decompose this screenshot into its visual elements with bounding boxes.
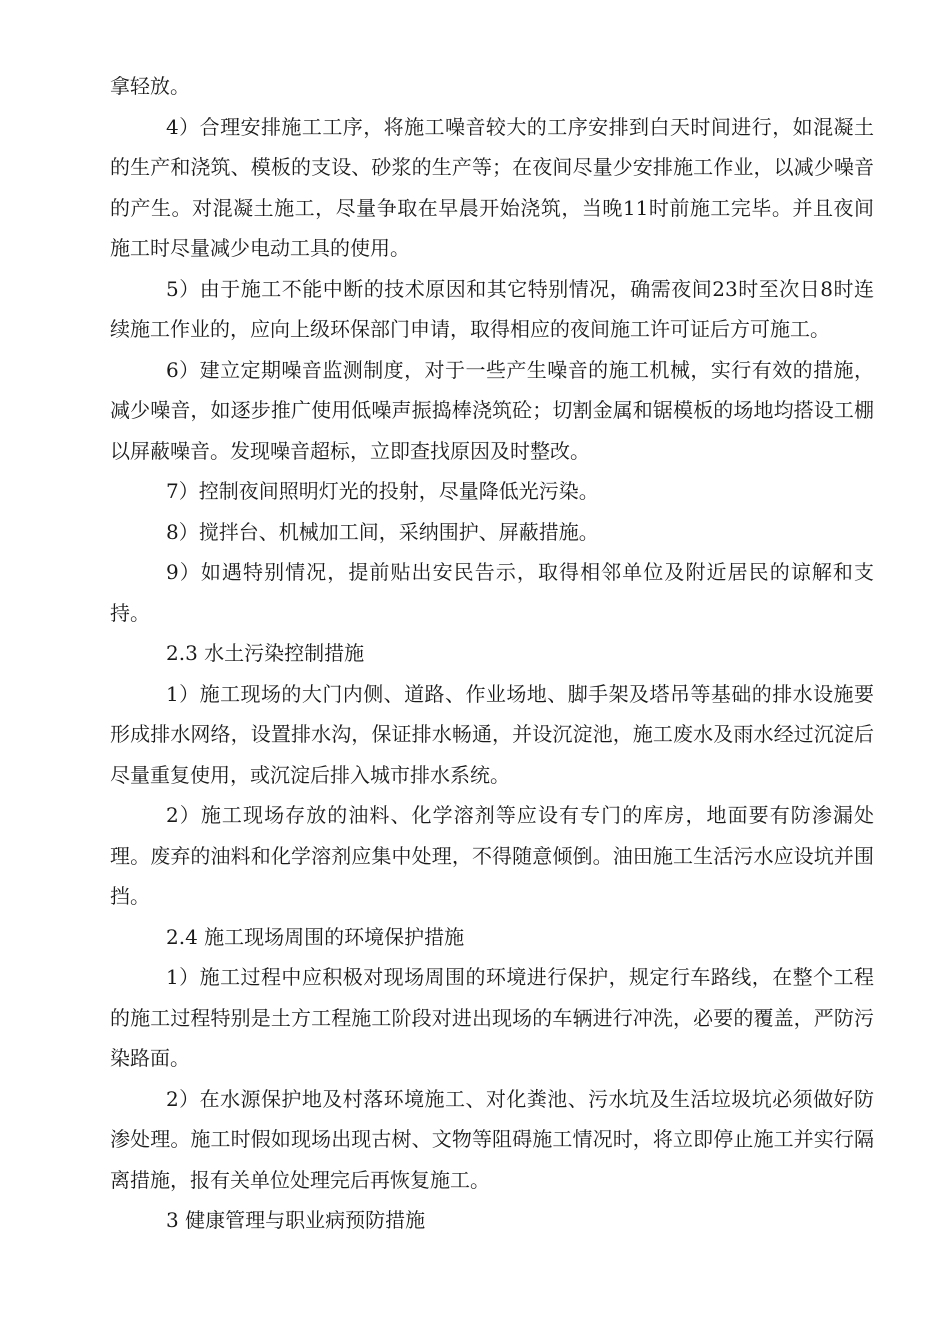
paragraph-env-item-2: 2）在水源保护地及村落环境施工、对化粪池、污水坑及生活垃圾坑必须做好防渗处理。施工时假如现场出现古树、文物等阻碍施工情况时，将立即停止施工并实行隔离措施，报有关单位处理完后再恢复施工。 [110,1086,874,1192]
section-heading-3: 3 健康管理与职业病预防措施 [166,1208,426,1232]
paragraph-item-5: 5）由于施工不能中断的技术原因和其它特别情况，确需夜间23时至次日8时连续施工作业的，应向上级环保部门申请，取得相应的夜间施工许可证后方可施工。 [110,276,874,341]
paragraph-env-item-1: 1）施工过程中应积极对现场周围的环境进行保护，规定行车路线，在整个工程的施工过程特别是土方工程施工阶段对进出现场的车辆进行冲洗，必要的覆盖，严防污染路面。 [110,965,874,1070]
paragraph-item-7: 7）控制夜间照明灯光的投射，尽量降低光污染。 [166,479,599,503]
paragraph-water-item-1: 1）施工现场的大门内侧、道路、作业场地、脚手架及塔吊等基础的排水设施要形成排水网络，设置排水沟，保证排水畅通，并设沉淀池，施工废水及雨水经过沉淀后尽量重复使用，或沉淀后排入城市排水系统。 [110,681,874,787]
paragraph-item-6: 6）建立定期噪音监测制度，对于一些产生噪音的施工机械，实行有效的措施，减少噪音，如逐步推广使用低噪声振捣棒浇筑砼；切割金属和锯模板的场地均搭设工棚以屏蔽噪音。发现噪音超标，立即查找原因及时整改。 [110,357,874,463]
paragraph-item-4: 4）合理安排施工工序，将施工噪音较大的工序安排到白天时间进行，如混凝土的生产和浇筑、模板的支设、砂浆的生产等；在夜间尽量少安排施工作业，以减少噪音的产生。对混凝土施工，尽量争取在早晨开始浇筑，当晚11时前施工完毕。并且夜间施工时尽量减少电动工具的使用。 [110,114,874,260]
document-page [110,66,874,1241]
paragraph-continuation: 拿轻放。 [110,74,190,98]
paragraph-item-8: 8）搅拌台、机械加工间，采纳围护、屏蔽措施。 [166,519,599,544]
section-heading-2-4: 2.4 施工现场周围的环境保护措施 [166,924,465,949]
paragraph-item-9: 9）如遇特别情况，提前贴出安民告示，取得相邻单位及附近居民的谅解和支持。 [110,560,874,625]
paragraph-water-item-2: 2）施工现场存放的油料、化学溶剂等应设有专门的库房，地面要有防渗漏处理。废弃的油料和化学溶剂应集中处理，不得随意倾倒。油田施工生活污水应设坑并围挡。 [110,803,874,908]
section-heading-2-3: 2.3 水土污染控制措施 [166,641,365,665]
